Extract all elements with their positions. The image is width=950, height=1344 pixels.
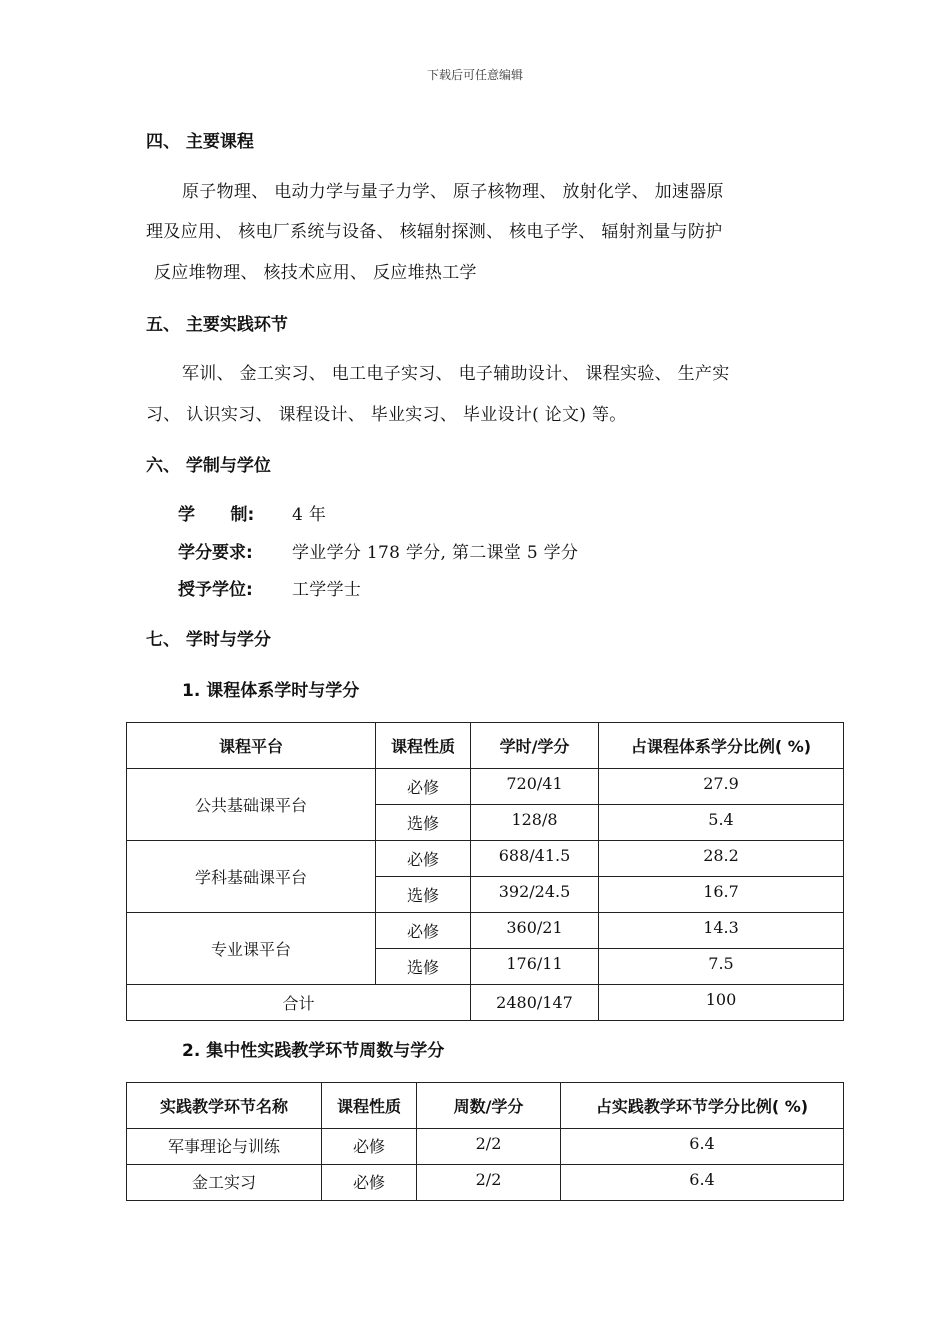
nature-cell: 必修 xyxy=(322,1129,417,1165)
ratio-cell: 28.2 xyxy=(599,841,844,877)
hours-cell: 176/11 xyxy=(471,949,599,985)
hours-cell: 688/41.5 xyxy=(471,841,599,877)
nature-cell: 选修 xyxy=(376,877,471,913)
total-hours: 2480/147 xyxy=(471,985,599,1021)
section-7-title: 七、 学时与学分 xyxy=(146,630,271,650)
hours-cell: 360/21 xyxy=(471,913,599,949)
degree-duration-value: 4 年 xyxy=(292,505,327,525)
total-label: 合计 xyxy=(127,985,471,1021)
practice-name-cell: 金工实习 xyxy=(127,1165,322,1201)
degree-awarded-label: 授予学位: xyxy=(178,580,253,600)
header-hours: 学时/学分 xyxy=(471,723,599,769)
header-nature: 课程性质 xyxy=(376,723,471,769)
practice-name-cell: 军事理论与训练 xyxy=(127,1129,322,1165)
nature-cell: 选修 xyxy=(376,805,471,841)
header-weeks: 周数/学分 xyxy=(417,1083,561,1129)
practice-weeks-table xyxy=(126,1082,844,1201)
ratio-cell: 5.4 xyxy=(599,805,844,841)
subsection-1-title: 1. 课程体系学时与学分 xyxy=(182,681,360,701)
subsection-2-title: 2. 集中性实践教学环节周数与学分 xyxy=(182,1041,445,1061)
page-header: 下载后可任意编辑 xyxy=(426,68,523,82)
header-platform: 课程平台 xyxy=(127,723,376,769)
hours-cell: 720/41 xyxy=(471,769,599,805)
weeks-cell: 2/2 xyxy=(417,1165,561,1201)
weeks-cell: 2/2 xyxy=(417,1129,561,1165)
header-ratio: 占课程体系学分比例( %) xyxy=(599,723,844,769)
header-practice-name: 实践教学环节名称 xyxy=(127,1083,322,1129)
s4-line-2: 理及应用、 核电厂系统与设备、 核辐射探测、 核电子学、 辐射剂量与防护 xyxy=(146,222,723,242)
nature-cell: 选修 xyxy=(376,949,471,985)
credit-requirement-label: 学分要求: xyxy=(178,543,253,563)
course-hours-table xyxy=(126,722,844,1021)
nature-cell: 必修 xyxy=(376,913,471,949)
header-ratio: 占实践教学环节学分比例( %) xyxy=(561,1083,844,1129)
s5-line-2: 习、 认识实习、 课程设计、 毕业实习、 毕业设计( 论文) 等。 xyxy=(146,405,627,425)
ratio-cell: 6.4 xyxy=(561,1129,844,1165)
total-ratio: 100 xyxy=(599,985,844,1021)
s5-line-1: 军训、 金工实习、 电工电子实习、 电子辅助设计、 课程实验、 生产实 xyxy=(182,364,730,384)
nature-cell: 必修 xyxy=(376,769,471,805)
ratio-cell: 16.7 xyxy=(599,877,844,913)
header-nature: 课程性质 xyxy=(322,1083,417,1129)
ratio-cell: 7.5 xyxy=(599,949,844,985)
section-4-title: 四、 主要课程 xyxy=(146,132,254,152)
nature-cell: 必修 xyxy=(376,841,471,877)
nature-cell: 必修 xyxy=(322,1165,417,1201)
hours-cell: 128/8 xyxy=(471,805,599,841)
platform-cell: 专业课平台 xyxy=(127,913,376,985)
ratio-cell: 6.4 xyxy=(561,1165,844,1201)
section-5-title: 五、 主要实践环节 xyxy=(146,315,288,335)
s4-line-1: 原子物理、 电动力学与量子力学、 原子核物理、 放射化学、 加速器原 xyxy=(182,182,724,202)
platform-cell: 公共基础课平台 xyxy=(127,769,376,841)
credit-requirement-value: 学业学分 178 学分, 第二课堂 5 学分 xyxy=(292,543,579,563)
ratio-cell: 27.9 xyxy=(599,769,844,805)
platform-cell: 学科基础课平台 xyxy=(127,841,376,913)
section-6-title: 六、 学制与学位 xyxy=(146,456,271,476)
hours-cell: 392/24.5 xyxy=(471,877,599,913)
degree-duration-label: 学 制: xyxy=(178,505,255,525)
ratio-cell: 14.3 xyxy=(599,913,844,949)
s4-line-3: 反应堆物理、 核技术应用、 反应堆热工学 xyxy=(154,263,477,283)
degree-awarded-value: 工学学士 xyxy=(292,580,362,600)
